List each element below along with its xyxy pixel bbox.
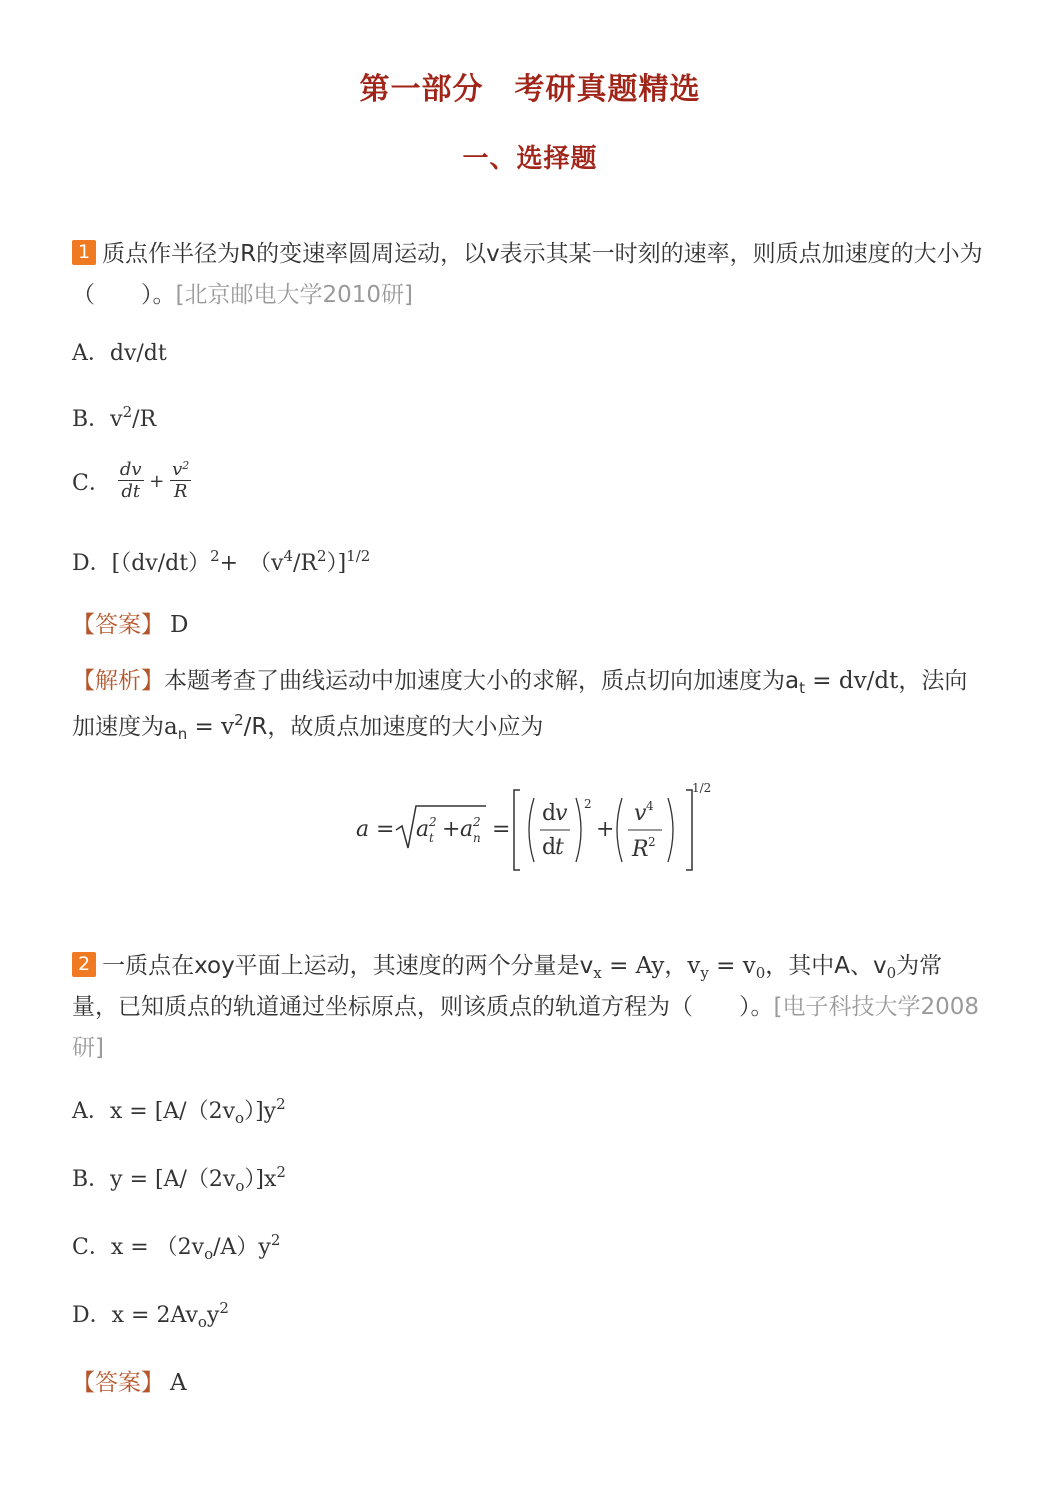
q2-option-d	[72, 1298, 229, 1329]
q1-option-b	[72, 402, 156, 433]
q1-option-c: C． $\frac{dv}{dt}$ + $\frac{v^2}{R}$	[72, 459, 190, 502]
svg-text:n: n	[473, 831, 481, 845]
question-2-part1: 一质点在xoy平面上运动，其速度的两个分量是v	[102, 953, 594, 979]
acceleration-formula	[350, 778, 720, 878]
fraction-dv-dt: $\frac{dv}{dt}$	[119, 459, 142, 502]
q1-option-d	[72, 546, 370, 577]
q2-option-d-part2: y	[206, 1303, 220, 1328]
svg-text:v: v	[634, 801, 647, 826]
q2-option-c-part2: /A）y	[213, 1235, 271, 1260]
answer-value: A	[170, 1370, 187, 1396]
q2-option-b-sup: 2	[276, 1163, 286, 1181]
analysis-sub-t: t	[799, 679, 805, 697]
q1-option-d-part2: + （v	[219, 551, 284, 576]
part-title: 第一部分 考研真题精选	[359, 72, 701, 107]
svg-text:=: =	[376, 817, 395, 842]
q2-option-d-sub: o	[197, 1313, 207, 1331]
q2-option-c-part1: C．x = （2v	[72, 1235, 205, 1260]
svg-text:2: 2	[473, 815, 481, 829]
q1-option-d-sup3: 2	[317, 547, 327, 565]
question-2-part3: = v	[708, 953, 756, 979]
question-2-text	[72, 946, 984, 1069]
svg-text:t: t	[429, 831, 434, 845]
q2-option-a-sub: o	[235, 1109, 245, 1127]
svg-text:2: 2	[648, 835, 656, 849]
q1-option-d-sup1: 2	[210, 547, 220, 565]
q1-option-d-part4: ）]	[326, 551, 347, 576]
q2-option-b-sub: o	[235, 1177, 245, 1195]
question-2-source: [电子科技大学2008研]	[72, 994, 980, 1061]
question-1-source: [北京邮电大学2010研]	[175, 282, 413, 308]
svg-text:=: =	[492, 817, 511, 842]
q2-option-b-part1: B．y = [A/（2v	[72, 1167, 236, 1192]
q2-option-c-sup: 2	[270, 1231, 281, 1249]
analysis-part4: /R，故质点加速度的大小应为	[243, 714, 544, 740]
question-2-part4: ，其中A、v	[765, 953, 887, 979]
svg-text:+: +	[596, 817, 615, 842]
answer-tag: 【答案】	[72, 612, 164, 638]
svg-text:a: a	[416, 817, 430, 842]
q1-option-a: A．dv/dt	[72, 341, 167, 366]
q1-option-d-part3: /R	[293, 551, 318, 576]
q2-option-a-part2: ）]y	[244, 1099, 277, 1124]
q2-option-b-part2: ）]x	[244, 1167, 277, 1192]
svg-text:t: t	[555, 835, 564, 860]
analysis-part1: 本题考查了曲线运动中加速度大小的求解，质点切向加速度为a	[164, 668, 800, 694]
q2-option-a-part1: A．x = [A/（2v	[72, 1099, 236, 1124]
analysis-part2: = dv/dt，法向加速度为a	[72, 668, 968, 740]
question-2-sub1: x	[593, 964, 602, 982]
section-title: 一、选择题	[462, 144, 598, 174]
svg-text:4: 4	[646, 799, 654, 813]
svg-text:+: +	[442, 817, 461, 842]
question-2-sub4: 0	[886, 964, 897, 982]
q1-option-d-part1: D．[（dv/dt）	[72, 551, 211, 576]
question-number-badge: 1	[72, 240, 96, 265]
svg-text:a: a	[356, 817, 370, 842]
analysis-sub-n: n	[177, 725, 188, 743]
svg-text:2: 2	[429, 815, 437, 829]
analysis-tag: 【解析】	[72, 668, 164, 694]
q2-option-d-sup: 2	[219, 1299, 229, 1317]
svg-text:1/2: 1/2	[692, 781, 712, 795]
question-number-badge: 2	[72, 952, 96, 977]
fraction-v2-r: $\frac{v^2}{R}$	[172, 459, 190, 502]
svg-text:2: 2	[584, 797, 592, 811]
q1-option-d-sup2: 4	[283, 547, 294, 565]
q2-option-c-sub: o	[204, 1245, 214, 1263]
q1-answer	[72, 606, 188, 639]
q2-option-a-sup: 2	[276, 1095, 286, 1113]
question-1-stem: 质点作半径为R的变速率圆周运动，以v表示其某一时刻的速率，则质点加速度的大小为（ ）。	[72, 241, 983, 308]
q2-answer	[72, 1364, 187, 1397]
question-2-sub3: 0	[755, 964, 766, 982]
q1-option-d-sup4: 1/2	[346, 547, 371, 565]
answer-value: D	[170, 612, 189, 638]
q1-option-b-sup: 2	[122, 403, 133, 421]
question-1-text	[72, 234, 984, 316]
question-2-part2: = Ay，v	[601, 953, 701, 979]
analysis-sup: 2	[234, 711, 244, 729]
q1-option-c-prefix: C．	[72, 471, 111, 496]
answer-tag: 【答案】	[72, 1370, 164, 1396]
q1-option-b-suffix: /R	[132, 407, 157, 432]
svg-text:R: R	[632, 837, 649, 862]
q1-analysis	[72, 658, 984, 750]
svg-text:d: d	[542, 835, 557, 860]
q2-option-b	[72, 1162, 286, 1193]
svg-text:a: a	[460, 817, 474, 842]
analysis-part3: = v	[187, 714, 235, 740]
svg-text:d: d	[542, 801, 557, 826]
q2-option-d-part1: D．x = 2Av	[72, 1303, 198, 1328]
question-2-sub2: y	[700, 964, 709, 982]
svg-text:v: v	[555, 801, 568, 826]
q2-option-a	[72, 1094, 286, 1125]
q1-option-b-prefix: B．v	[72, 407, 123, 432]
question-2-part5: 为常量，已知质点的轨道通过坐标原点，则该质点的轨道方程为（ ）。	[72, 953, 943, 1020]
q2-option-c	[72, 1230, 280, 1261]
